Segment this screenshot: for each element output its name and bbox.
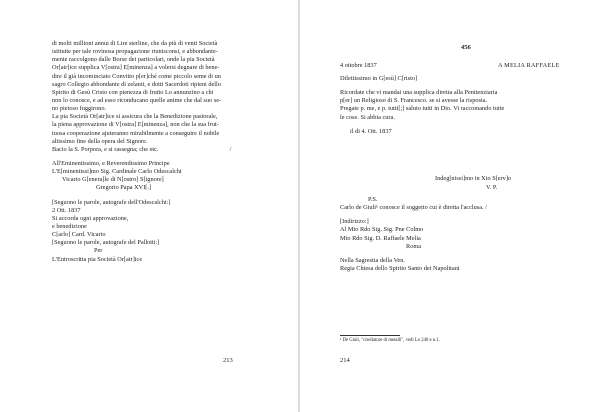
note-line: e benedizione — [52, 222, 87, 230]
paragraph-line: altissimo fine della opera del Signore. — [52, 137, 148, 145]
paragraph-line: no pietoso fuggirono. — [52, 105, 107, 113]
paragraph-line: sagro Collegio abbondante di zelanti, e dotti Sacerdoti ripieni dello — [52, 80, 221, 88]
left-page — [0, 0, 298, 412]
note-line: Per — [94, 247, 103, 255]
end-slash: / — [229, 145, 232, 153]
address-line: Vicario G[enera]le di N[ostro] S[ignore] — [62, 176, 164, 184]
body-line: Pregate p. me, e p. tutti[;] saluto tutti in Dio. Vi raccomando tutte — [340, 105, 505, 113]
ps-text: Carlo de Giuli¹ conosce il soggetto cui è diretta l'acclusa. / — [340, 204, 487, 212]
address-line: Roma — [406, 242, 422, 250]
left-page-body — [52, 40, 257, 264]
footnote-rule — [340, 335, 400, 336]
paragraph-line: tuosa cooperazione ajuteranno mirabilmente a conseguire il nobile — [52, 129, 220, 137]
closing-text: Bacio la S. Porpora, e si rassegna; che etc. — [52, 145, 159, 153]
letter-number: 456 — [461, 44, 471, 51]
salutation: Dilettissimo in G[esù] C[risto] — [340, 75, 418, 82]
editorial-note: [Seguono le parole, autografe del Pallotti:] — [52, 239, 160, 247]
body-line: Ricordate che vi mandai una supplica diretta alla Penitenziaria — [340, 89, 498, 97]
signature-line: Indeg[nissi]mo in Xto S[erv]o — [435, 175, 512, 182]
editorial-note: [Indirizzo:] — [340, 218, 369, 226]
body-line: le cose. Si abbia cura. — [340, 113, 395, 121]
address-line: All'Eminentissimo, e Reverendissimo Principe — [52, 159, 170, 167]
address-line: Mto Rdo Sig. D. Raffaele Melia — [340, 234, 421, 242]
paragraph-line: Or[atr]ice supplica V[ostra] E[minenza] a volersi degnare di bene- — [52, 64, 220, 72]
paragraph-line: Spirito di Gesù Cristo con pienezza di frutto Lo annunzino a chi — [52, 88, 214, 96]
note-line: L'Entroscritta pia Società Or[atr]ice — [52, 255, 143, 263]
address-line: Gregorio Papa XVI[.] — [96, 184, 152, 192]
location-line: Regia Chiesa dello Spirito Santo dei Napolitani — [340, 264, 460, 272]
body-line: p[er] un Religioso di S. Francesco. se si avesse la risposta. — [340, 97, 488, 105]
note-line: 2 Ott. 1837 — [52, 206, 81, 214]
letter-postscript — [340, 196, 550, 273]
note-line: Si accorda ogni approvazione, — [52, 214, 129, 222]
page-number: 214 — [340, 357, 350, 364]
footnote: ¹ De Giuli, "cisellatore di metalli", vedi Lo 240 e n.1. — [340, 338, 440, 343]
letter-recipient: A MELIA RAFFAELE — [498, 62, 560, 69]
paragraph-line: la piena approvazione di V[ostra] E[minenza], non che la sua frut- — [52, 121, 219, 129]
paragraph-line: istituite per tale rovinosa propagazione riunisconsi, e abbondante- — [52, 48, 218, 56]
paragraph-line: mente raccolgono dalle Borse dei particolari, onde la pia Società — [52, 56, 215, 64]
paragraph-line: dire il già incominciato Convitto p[er]ché come piccolo seme di un — [52, 72, 221, 80]
paragraph-line: non lo conosce, e ad esso riconducano quelle anime che dal suo se- — [52, 96, 222, 104]
letter-date: 4 ottobre 1837 — [340, 62, 377, 69]
page-number: 213 — [223, 357, 233, 364]
address-line: L'E[minentissi]mo Sig. Cardinale Carlo Odescalchi — [52, 168, 182, 176]
closing-line — [52, 146, 257, 154]
note-line: C[arlo] Card. Vicario — [52, 231, 106, 239]
paragraph-line: di molti millioni annui di Lire sterline, che da più di venti Società — [52, 40, 218, 47]
letter-body — [340, 75, 545, 136]
paragraph-line: La pia Società Or[atr]ice si assicura che la Benedizione pastorale, — [52, 113, 218, 121]
date-line: il di 4. Ott. 1837 — [350, 127, 392, 135]
location-line: Nella Sagrestia della Ven. — [340, 256, 405, 264]
address-line: Al Mto Rdo Sig. Sig. Pne Colmo — [340, 226, 424, 234]
ps-label: P.S. — [368, 196, 378, 203]
signature-initials: V. P. — [486, 184, 498, 191]
editorial-note: [Seguono le parole, autografe dell'Odescalchi:] — [52, 198, 171, 206]
